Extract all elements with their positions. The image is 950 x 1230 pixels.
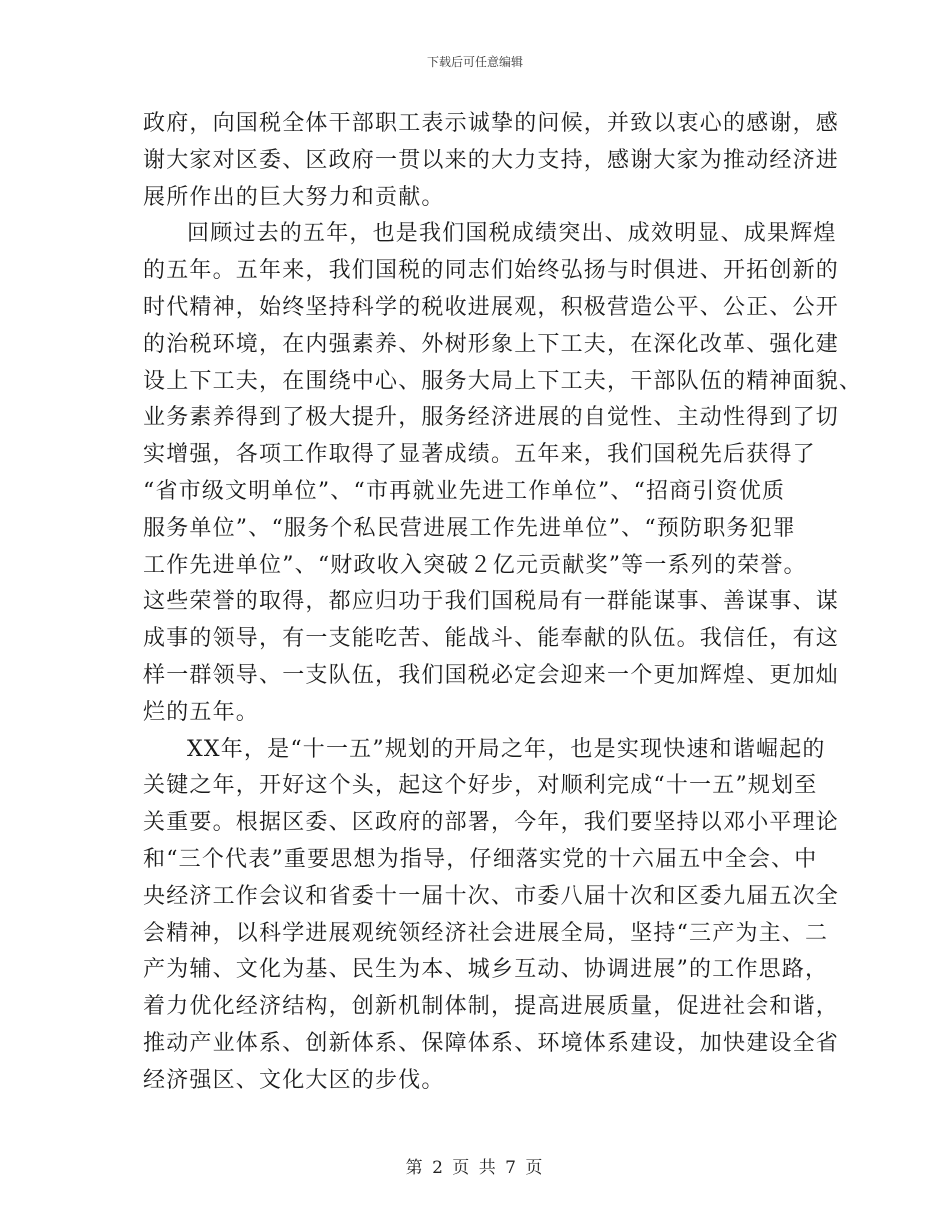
text-line: 会精神，以科学进展观统领经济社会进展全局，坚持“三产为主、二 <box>143 920 829 946</box>
text-line: “省市级文明单位”、“市再就业先进工作单位”、“招商引资优质 <box>143 478 786 504</box>
body-text <box>143 106 863 1100</box>
text-line: 和“三个代表”重要思想为指导，仔细落实党的十六届五中全会、中 <box>143 846 818 872</box>
text-line: 关键之年，开好这个头，起这个好步，对顺利完成“十一五”规划至 <box>143 773 818 799</box>
text-line: 的治税环境，在内强素养、外树形象上下工夫，在深化改革、强化建 <box>143 331 840 357</box>
page-number: 第 2 页 共 7 页 <box>405 1158 545 1178</box>
text-line: 关重要。根据区委、区政府的部署，今年，我们要坚持以邓小平理论 <box>143 810 840 836</box>
paragraph-start-line: 回顾过去的五年，也是我们国税成绩突出、成效明显、成果辉煌 <box>187 221 837 247</box>
text-line: 央经济工作会议和省委十一届十次、市委八届十次和区委九届五次全 <box>143 883 840 909</box>
text-line: 成事的领导，有一支能吃苦、能战斗、能奉献的队伍。我信任，有这 <box>143 626 840 652</box>
text-line: 时代精神，始终坚持科学的税收进展观，积极营造公平、公正、公开 <box>143 294 840 320</box>
text-line: 业务素养得到了极大提升，服务经济进展的自觉性、主动性得到了切 <box>143 405 840 431</box>
text-line: 设上下工夫，在围绕中心、服务大局上下工夫，干部队伍的精神面貌、 <box>143 368 863 394</box>
text-line: 着力优化经济结构，创新机制体制，提高进展质量，促进社会和谐， <box>143 994 840 1020</box>
text-line: 谢大家对区委、区政府一贯以来的大力支持，感谢大家为推动经济进 <box>143 147 840 173</box>
text-line: 展所作出的巨大努力和贡献。 <box>143 184 445 210</box>
text-line: 推动产业体系、创新体系、保障体系、环境体系建设，加快建设全省 <box>143 1030 840 1056</box>
text-line: 服务单位”、“服务个私民营进展工作先进单位”、“预防职务犯罪 <box>143 515 796 541</box>
text-line: 烂的五年。 <box>143 699 260 725</box>
text-line: 这些荣誉的取得，都应归功于我们国税局有一群能谋事、善谋事、谋 <box>143 589 840 615</box>
text-line: 工作先进单位”、“财政收入突破２亿元贡献奖”等一系列的荣誉。 <box>143 552 807 578</box>
paragraph-start-line: XX年，是“十一五”规划的开局之年，也是实现快速和谐崛起的 <box>187 736 826 762</box>
text-line: 经济强区、文化大区的步伐。 <box>143 1067 445 1093</box>
text-line: 实增强，各项工作取得了显著成绩。五年来，我们国税先后获得了 <box>143 442 816 468</box>
text-line: 样一群领导、一支队伍，我们国税必定会迎来一个更加辉煌、更加灿 <box>143 662 840 688</box>
text-line: 政府，向国税全体干部职工表示诚挚的问候，并致以衷心的感谢，感 <box>143 111 840 136</box>
text-line: 的五年。五年来，我们国税的同志们始终弘扬与时俱进、开拓创新的 <box>143 258 840 284</box>
text-line: 产为辅、文化为基、民生为本、城乡互动、协调进展”的工作思路， <box>143 957 829 983</box>
header-note: 下载后可任意编辑 <box>426 55 523 69</box>
